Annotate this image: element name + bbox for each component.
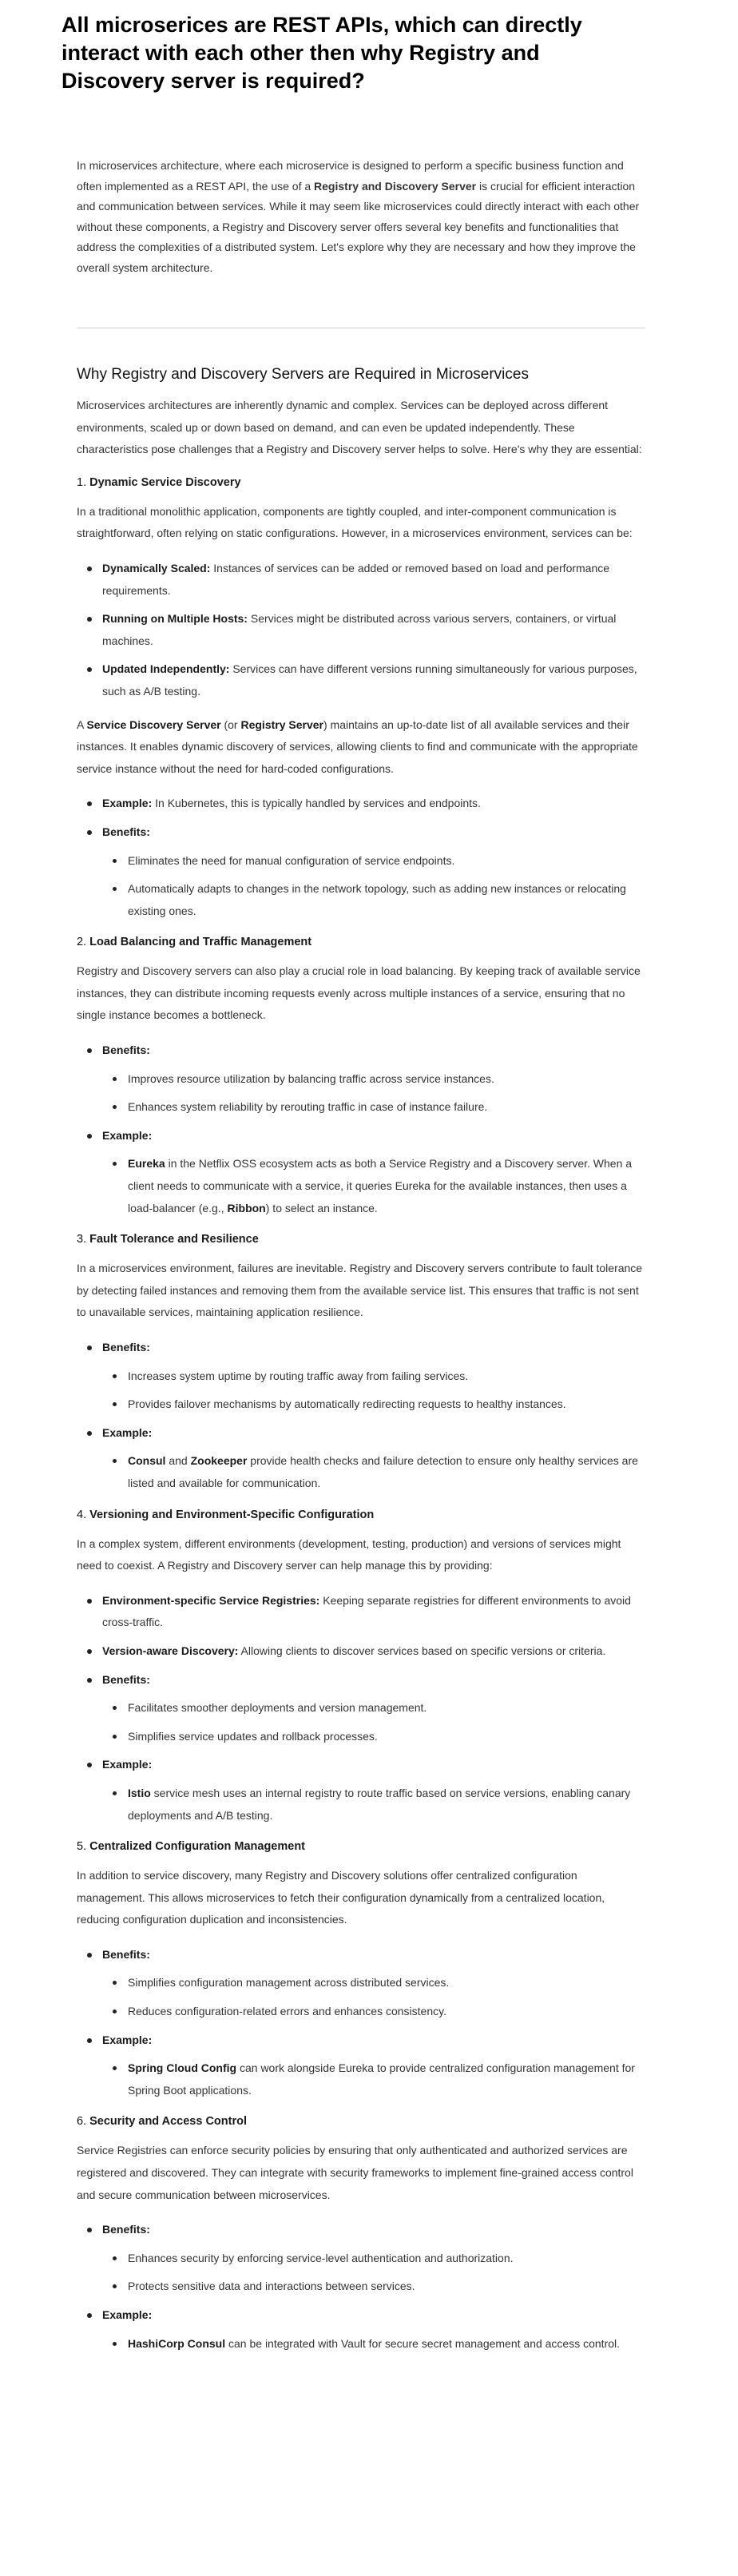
example-item: Example: Spring Cloud Config can work alongside Eureka to provide centralized configuration management for Spring Boot applications. <box>102 2029 645 2102</box>
section-3-title: 3. Fault Tolerance and Resilience <box>77 1233 259 1246</box>
example-list <box>102 1450 645 1494</box>
list-item: Dynamically Scaled: Instances of services can be added or removed based on load and performance requirements. <box>102 558 645 602</box>
section-1-paragraph: In a traditional monolithic application, components are tightly coupled, and inter-component communication is straightforward, often relying on static configurations. However, in a microservices environment, services can be: <box>77 504 633 540</box>
benefits-item: Benefits: Facilitates smoother deployments and version management. Simplifies service updates and rollback processes. <box>102 1669 645 1748</box>
intro-paragraph: In microservices architecture, where each microservice is designed to perform a specific business function and often implemented as a REST API, the use of a Registry and Discovery Server is crucial for efficient interaction and communication between services. While it may seem like microservices could directly interact with each other without these components, a Registry and Discovery server offers several key benefits and functionalities that address the complexities of a distributed system. Let's explore why they are necessary and how they improve the overall system architecture. <box>77 159 640 274</box>
list-item: Automatically adapts to changes in the network topology, such as adding new instances or relocating existing ones. <box>128 878 645 922</box>
example-item: Example: HashiCorp Consul can be integrated with Vault for secure secret management and access control. <box>102 2304 645 2355</box>
list-item: Simplifies configuration management across distributed services. <box>128 1972 645 1994</box>
section-6-details <box>77 2219 645 2355</box>
list-item: Reduces configuration-related errors and enhances consistency. <box>128 2001 645 2023</box>
list-item: Enhances security by enforcing service-level authentication and authorization. <box>128 2248 645 2270</box>
section-1-details <box>77 793 645 922</box>
list-item: Updated Independently: Services can have different versions running simultaneously for various purposes, such as A/B testing. <box>102 658 645 702</box>
benefits-item: Benefits: Improves resource utilization by balancing traffic across service instances. Enhances system reliability by rerouting traffic in case of instance failure. <box>102 1040 645 1119</box>
section-1-discovery-paragraph: A Service Discovery Server (or Registry Server) maintains an up-to-date list of all available services and their instances. It enables dynamic discovery of services, allowing clients to find and communicate with the appropriate service instance without the need for hard-coded configurations. <box>77 718 638 775</box>
benefits-list <box>102 2248 645 2298</box>
benefits-list <box>102 1697 645 1747</box>
list-item: Protects sensitive data and interactions between services. <box>128 2276 645 2298</box>
example-list <box>102 2333 645 2355</box>
section-1-title: 1. Dynamic Service Discovery <box>77 475 241 489</box>
example-list <box>102 1153 645 1219</box>
list-item: Version-aware Discovery: Allowing clients to discover services based on specific versions or criteria. <box>102 1640 645 1663</box>
example-list <box>102 1783 645 1827</box>
list-item: Consul and Zookeeper provide health checks and failure detection to ensure only healthy services are listed and available for communication. <box>128 1450 645 1494</box>
list-item: Simplifies service updates and rollback processes. <box>128 1726 645 1748</box>
section-4-details <box>77 1590 645 1827</box>
benefits-list <box>102 850 645 923</box>
page-title: All microserices are REST APIs, which can directly interact with each other then why Registry and Discovery server is required? <box>62 13 582 93</box>
benefits-item: Benefits: Enhances security by enforcing service-level authentication and authorization. Protects sensitive data and interactions between services. <box>102 2219 645 2298</box>
section-2-paragraph: Registry and Discovery servers can also play a crucial role in load balancing. By keeping track of available service instances, they can distribute incoming requests evenly across multiple instances of a service, ensuring that no single instance becomes a bottleneck. <box>77 964 641 1022</box>
section-3-details <box>77 1337 645 1495</box>
list-item: HashiCorp Consul can be integrated with Vault for secure secret management and access control. <box>128 2333 645 2355</box>
benefits-list <box>102 1068 645 1119</box>
benefits-list <box>102 1972 645 2022</box>
example-item: Example: In Kubernetes, this is typically handled by services and endpoints. <box>102 793 645 815</box>
section-5-paragraph: In addition to service discovery, many Registry and Discovery solutions offer centralized configuration management. This allows microservices to fetch their configuration dynamically from a centralized location, reducing configuration duplication and inconsistencies. <box>77 1869 605 1926</box>
list-item: Eliminates the need for manual configuration of service endpoints. <box>128 850 645 873</box>
section-2-title: 2. Load Balancing and Traffic Management <box>77 936 312 949</box>
list-item: Facilitates smoother deployments and version management. <box>128 1697 645 1719</box>
benefits-list <box>102 1366 645 1416</box>
section-5-details <box>77 1944 645 2102</box>
list-item: Provides failover mechanisms by automatically redirecting requests to healthy instances. <box>128 1393 645 1416</box>
list-item: Istio service mesh uses an internal registry to route traffic based on service versions, enabling canary deployments and A/B testing. <box>128 1783 645 1827</box>
list-item: Spring Cloud Config can work alongside Eureka to provide centralized configuration management for Spring Boot applications. <box>128 2057 645 2101</box>
section-6-title: 6. Security and Access Control <box>77 2115 248 2129</box>
list-item: Environment-specific Service Registries: Keeping separate registries for different environments to avoid cross-traffic. <box>102 1590 645 1634</box>
example-item: Example: Consul and Zookeeper provide health checks and failure detection to ensure only healthy services are listed and available for communication. <box>102 1422 645 1495</box>
benefits-item: Benefits: Increases system uptime by routing traffic away from failing services. Provides failover mechanisms by automatically redirecting requests to healthy instances. <box>102 1337 645 1416</box>
section-2-details <box>77 1040 645 1219</box>
example-item: Example: Eureka in the Netflix OSS ecosystem acts as both a Service Registry and a Discovery server. When a client needs to communicate with a service, it queries Eureka for the available instances, then uses a load-balancer (e.g., Ribbon) to select an instance. <box>102 1125 645 1219</box>
example-item: Example: Istio service mesh uses an internal registry to route traffic based on service versions, enabling canary deployments and A/B testing. <box>102 1754 645 1827</box>
section-1-list <box>77 558 645 703</box>
section-3-paragraph: In a microservices environment, failures are inevitable. Registry and Discovery servers contribute to fault tolerance by detecting failed instances and removing them from the available service list. This ensures that traffic is not sent to unavailable services, maintaining application resilience. <box>77 1262 643 1319</box>
section-4-paragraph: In a complex system, different environments (development, testing, production) and versions of services might need to coexist. A Registry and Discovery server can help manage this by providing: <box>77 1536 621 1572</box>
benefits-item: Benefits: Simplifies configuration management across distributed services. Reduces configuration-related errors and enhances consistency. <box>102 1944 645 2023</box>
list-item: Enhances system reliability by rerouting traffic in case of instance failure. <box>128 1096 645 1119</box>
benefits-item: Benefits: Eliminates the need for manual configuration of service endpoints. Automatically adapts to changes in the network topology, such as adding new instances or relocating existing ones. <box>102 821 645 922</box>
lead-paragraph: Microservices architectures are inherently dynamic and complex. Services can be deployed across different environments, scaled up or down based on demand, and can even be updated independently. These characteristics pose challenges that a Registry and Discovery server helps to solve. Here's why they are essential: <box>77 399 642 456</box>
list-item: Increases system uptime by routing traffic away from failing services. <box>128 1366 645 1388</box>
section-5-title: 5. Centralized Configuration Management <box>77 1840 306 1854</box>
article-body <box>77 364 645 2366</box>
example-list <box>102 2057 645 2101</box>
section-4-title: 4. Versioning and Environment-Specific Configuration <box>77 1508 375 1521</box>
section-heading: Why Registry and Discovery Servers are Required in Microservices <box>77 366 529 383</box>
list-item: Eureka in the Netflix OSS ecosystem acts as both a Service Registry and a Discovery server. When a client needs to communicate with a service, it queries Eureka for the available instances, then uses a load-balancer (e.g., Ribbon) to select an instance. <box>128 1153 645 1219</box>
list-item: Improves resource utilization by balancing traffic across service instances. <box>128 1068 645 1091</box>
section-6-paragraph: Service Registries can enforce security policies by ensuring that only authenticated and authorized services are registered and discovered. They can integrate with security frameworks to implement fine-grained access control and secure communication between microservices. <box>77 2144 633 2201</box>
list-item: Running on Multiple Hosts: Services might be distributed across various servers, containers, or virtual machines. <box>102 608 645 652</box>
